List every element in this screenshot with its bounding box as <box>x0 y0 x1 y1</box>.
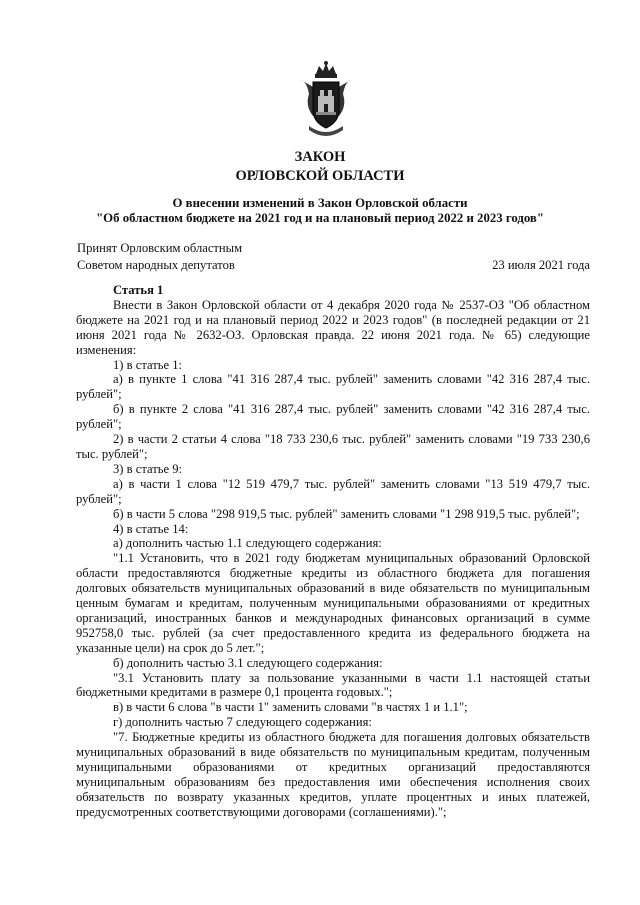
item-3b: б) в части 5 слова "298 919,5 тыс. рублей" заменить словами "1 298 919,5 тыс. рублей"; <box>113 506 580 521</box>
adoption-line1: Принят Орловским областным <box>77 241 243 255</box>
adoption-date: 23 июля 2021 года <box>492 258 590 272</box>
clause-1-1-text: "1.1 Установить, что в 2021 году бюджетам муниципальных образований Орловской области предоставляются бюджетные кредиты из областного бюджета для погашения долговых обязательств муниципальных образований в виде обязательств по муниципальным ценным бумагам и кредитам, полученным муниципальными образованиями от кредитных организаций, иностранных банков и международных финансовых организаций в сумме 952758,0 тыс. рублей (за счет предоставленного кредита из федерального бюджета на указанные цели) на срок до 5 лет."; <box>76 551 590 655</box>
item-4g: г) дополнить частью 7 следующего содержания: <box>113 715 372 730</box>
document-title-region: ОРЛОВСКОЙ ОБЛАСТИ <box>235 168 405 184</box>
adoption-block <box>77 240 242 274</box>
item-1b: б) в пункте 2 слова "41 316 287,4 тыс. рублей" заменить словами "42 316 287,4 тыс. рублей"; <box>76 402 590 432</box>
article-body <box>76 283 590 820</box>
document-subtitle-line1: О внесении изменений в Закон Орловской области <box>172 196 468 210</box>
clause-3-1-text: "3.1 Установить плату за пользование указанными в части 1.1 настоящей статьи бюджетными кредитами в размере 0,1 процента годовых."; <box>76 670 590 700</box>
item-3-heading: 3) в статье 9: <box>113 461 183 476</box>
item-1-heading: 1) в статье 1: <box>113 357 183 372</box>
adoption-line2: Советом народных депутатов <box>77 258 235 272</box>
item-4a: а) дополнить частью 1.1 следующего содержания: <box>113 536 382 551</box>
document-title-law: ЗАКОН <box>294 149 346 165</box>
item-4v: в) в части 6 слова "в части 1" заменить словами "в частях 1 и 1.1"; <box>113 700 468 715</box>
item-2: 2) в части 2 статьи 4 слова "18 733 230,6 тыс. рублей" заменить словами "19 733 230,6 тыс. рублей"; <box>76 432 590 461</box>
item-1a: а) в пункте 1 слова "41 316 287,4 тыс. рублей" заменить словами "42 316 287,4 тыс. рублей"; <box>76 372 590 402</box>
coat-of-arms-emblem <box>299 60 353 138</box>
document-subtitle-line2: "Об областном бюджете на 2021 год и на плановый период 2022 и 2023 годов" <box>96 211 544 225</box>
article-intro-paragraph: Внести в Закон Орловской области от 4 декабря 2020 года № 2537-ОЗ "Об областном бюджете на 2021 год и на плановый период 2022 и 2023 годов" (в последней редакции от 21 июня 2021 года № 2632-ОЗ. Орловская правда. 22 июня 2021 года. № 65) следующие изменения: <box>76 297 590 357</box>
article-title: Статья 1 <box>113 283 164 297</box>
item-4-heading: 4) в статье 14: <box>113 521 189 536</box>
item-3a: а) в части 1 слова "12 519 479,7 тыс. рублей" заменить словами "13 519 479,7 тыс. рублей"; <box>76 476 590 506</box>
item-4b: б) дополнить частью 3.1 следующего содержания: <box>113 655 383 670</box>
clause-7-text: "7. Бюджетные кредиты из областного бюджета для погашения долговых обязательств муниципальных образований в виде обязательств по муниципальным кредитам, полученным муниципальными образованиями от кредитных организаций предоставляются муниципальным образованиям без предоставления ими обеспечения исполнения своих обязательств по возврату указанных кредитов, уплате процентных и иных платежей, предусмотренных соответствующими договорами (соглашениями)."; <box>76 730 590 819</box>
